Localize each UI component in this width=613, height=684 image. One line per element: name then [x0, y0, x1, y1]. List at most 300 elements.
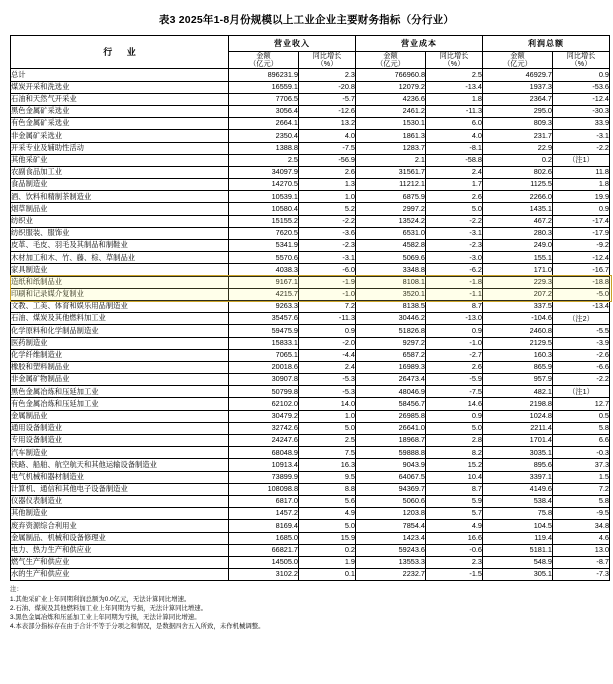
cell-cost: 2.1: [356, 154, 426, 166]
header-industry: 行 业: [11, 36, 229, 69]
cell-profit: 467.2: [483, 215, 553, 227]
cell-cost-yoy: -1.1: [426, 288, 483, 300]
cell-profit: 249.0: [483, 240, 553, 252]
cell-revenue-yoy: -5.3: [299, 374, 356, 386]
cell-profit-yoy: 12.7: [553, 398, 610, 410]
cell-revenue-yoy: 7.2: [299, 300, 356, 312]
table-row: [11, 483, 610, 495]
table-row: [11, 337, 610, 349]
cell-profit: 0.2: [483, 154, 553, 166]
cell-revenue-yoy: -7.5: [299, 142, 356, 154]
cell-revenue: 1457.2: [229, 508, 299, 520]
row-industry-name: 金属制品、机械和设备修理业: [11, 532, 229, 544]
cell-profit: 155.1: [483, 252, 553, 264]
header-profit-yoy: [553, 52, 610, 69]
cell-profit: 229.3: [483, 276, 553, 288]
cell-revenue-yoy: -12.6: [299, 105, 356, 117]
cell-revenue-yoy: 5.0: [299, 422, 356, 434]
row-industry-name: 化学原料和化学制品制造业: [11, 325, 229, 337]
cell-cost: 64067.5: [356, 471, 426, 483]
header-revenue-yoy-l2: （%）: [316, 59, 338, 69]
cell-cost-yoy: -3.1: [426, 227, 483, 239]
cell-cost-yoy: -1.5: [426, 569, 483, 581]
cell-cost-yoy: 2.3: [426, 556, 483, 568]
cell-profit: 22.9: [483, 142, 553, 154]
cell-revenue-yoy: 1.3: [299, 179, 356, 191]
cell-profit: 4149.6: [483, 483, 553, 495]
row-industry-name: 烟草制品业: [11, 203, 229, 215]
cell-profit-yoy: -7.3: [553, 569, 610, 581]
table-row: [11, 532, 610, 544]
table-row: [11, 569, 610, 581]
table-row: [11, 313, 610, 325]
cell-revenue-yoy: -5.3: [299, 386, 356, 398]
cell-profit: 231.7: [483, 130, 553, 142]
cell-cost-yoy: 8.2: [426, 447, 483, 459]
cell-cost: 8138.5: [356, 300, 426, 312]
cell-profit-yoy: -9.5: [553, 508, 610, 520]
table-row: [11, 520, 610, 532]
cell-cost-yoy: 1.7: [426, 179, 483, 191]
cell-profit: 538.4: [483, 495, 553, 507]
cell-revenue-yoy: 4.9: [299, 508, 356, 520]
cell-cost-yoy: -6.2: [426, 264, 483, 276]
row-industry-name: 农副食品加工业: [11, 166, 229, 178]
table-row: [11, 459, 610, 471]
cell-profit-yoy: -3.1: [553, 130, 610, 142]
table-row: [11, 495, 610, 507]
cell-profit-yoy: 11.8: [553, 166, 610, 178]
table-row: [11, 130, 610, 142]
cell-cost: 26473.4: [356, 374, 426, 386]
cell-cost-yoy: -7.5: [426, 386, 483, 398]
row-industry-name: 其他制造业: [11, 508, 229, 520]
header-profit-amount: [483, 52, 553, 69]
cell-revenue-yoy: -2.0: [299, 337, 356, 349]
cell-profit: 1435.1: [483, 203, 553, 215]
cell-revenue: 68048.9: [229, 447, 299, 459]
cell-revenue-yoy: 5.6: [299, 495, 356, 507]
header-group-profit: 利润总额: [483, 36, 610, 52]
cell-revenue-yoy: -1.9: [299, 276, 356, 288]
cell-revenue: 15833.1: [229, 337, 299, 349]
cell-revenue-yoy: -20.8: [299, 81, 356, 93]
row-industry-name: 医药制造业: [11, 337, 229, 349]
cell-profit: 46929.7: [483, 69, 553, 81]
table-row: [11, 81, 610, 93]
cell-cost: 9297.2: [356, 337, 426, 349]
cell-cost-yoy: 5.0: [426, 203, 483, 215]
cell-revenue-yoy: 2.3: [299, 69, 356, 81]
header-cost-yoy-l1: 同比增长: [439, 51, 469, 60]
row-industry-name: 化学纤维制造业: [11, 349, 229, 361]
cell-cost-yoy: 5.7: [426, 508, 483, 520]
cell-profit: 5181.1: [483, 544, 553, 556]
cell-revenue: 32742.6: [229, 422, 299, 434]
cell-cost-yoy: -1.8: [426, 276, 483, 288]
cell-cost: 13553.3: [356, 556, 426, 568]
row-industry-name: 皮革、毛皮、羽毛及其制品和制鞋业: [11, 240, 229, 252]
cell-profit: 802.6: [483, 166, 553, 178]
cell-profit: 865.9: [483, 361, 553, 373]
cell-cost: 30446.2: [356, 313, 426, 325]
cell-profit: 2460.8: [483, 325, 553, 337]
cell-revenue-yoy: -2.3: [299, 240, 356, 252]
row-industry-name: 印刷和记录媒介复制业: [11, 288, 229, 300]
cell-profit: 119.4: [483, 532, 553, 544]
cell-cost-yoy: 2.4: [426, 166, 483, 178]
table-row: [11, 154, 610, 166]
row-industry-name: 纺织服装、服饰业: [11, 227, 229, 239]
cell-cost: 16989.3: [356, 361, 426, 373]
cell-cost-yoy: -2.3: [426, 240, 483, 252]
cell-revenue-yoy: -11.3: [299, 313, 356, 325]
footnote-line: 2.石油、煤炭及其他燃料加工业上年同期为亏损，无法计算同比增速。: [10, 604, 208, 612]
row-industry-name: 非金属矿采选业: [11, 130, 229, 142]
cell-cost-yoy: 6.0: [426, 118, 483, 130]
cell-revenue-yoy: -6.0: [299, 264, 356, 276]
cell-profit-yoy: 6.6: [553, 435, 610, 447]
cell-profit: 957.9: [483, 374, 553, 386]
cell-profit: 1701.4: [483, 435, 553, 447]
cell-revenue: 1388.8: [229, 142, 299, 154]
cell-cost-yoy: 14.6: [426, 398, 483, 410]
cell-revenue: 30479.2: [229, 410, 299, 422]
cell-revenue-yoy: 2.6: [299, 166, 356, 178]
cell-profit: 207.2: [483, 288, 553, 300]
header-profit-amount-l2: （亿元）: [503, 59, 532, 69]
row-industry-name: 有色金属冶炼和压延加工业: [11, 398, 229, 410]
cell-profit-yoy: 5.8: [553, 495, 610, 507]
cell-profit: 2266.0: [483, 191, 553, 203]
cell-profit-yoy: -2.2: [553, 142, 610, 154]
cell-cost: 18968.7: [356, 435, 426, 447]
cell-revenue-yoy: 8.8: [299, 483, 356, 495]
cell-profit: 1125.5: [483, 179, 553, 191]
table-row: [11, 471, 610, 483]
header-profit-yoy-l2: （%）: [570, 59, 592, 69]
cell-cost-yoy: 2.6: [426, 361, 483, 373]
cell-cost: 5069.6: [356, 252, 426, 264]
row-industry-name: 电力、热力生产和供应业: [11, 544, 229, 556]
row-industry-name: 石油、煤炭及其他燃料加工业: [11, 313, 229, 325]
cell-revenue: 7065.1: [229, 349, 299, 361]
table-row: [11, 361, 610, 373]
cell-revenue-yoy: 13.2: [299, 118, 356, 130]
cell-cost: 31561.7: [356, 166, 426, 178]
cell-cost: 3520.1: [356, 288, 426, 300]
cell-profit: 337.5: [483, 300, 553, 312]
cell-profit-yoy: -2.6: [553, 349, 610, 361]
cell-profit: 160.3: [483, 349, 553, 361]
row-industry-name: 家具制造业: [11, 264, 229, 276]
cell-revenue: 7706.5: [229, 93, 299, 105]
cell-cost-yoy: 4.0: [426, 130, 483, 142]
cell-profit: 1024.8: [483, 410, 553, 422]
cell-cost: 1530.1: [356, 118, 426, 130]
cell-revenue: 62102.0: [229, 398, 299, 410]
cell-cost-yoy: 0.9: [426, 325, 483, 337]
cell-revenue-yoy: 14.0: [299, 398, 356, 410]
cell-revenue: 34097.9: [229, 166, 299, 178]
cell-profit-yoy: -30.3: [553, 105, 610, 117]
cell-profit-yoy: -6.6: [553, 361, 610, 373]
cell-revenue: 9167.1: [229, 276, 299, 288]
table-row: [11, 325, 610, 337]
row-industry-name: 文教、工美、体育和娱乐用品制造业: [11, 300, 229, 312]
cell-cost: 58456.7: [356, 398, 426, 410]
row-industry-name: 金属制品业: [11, 410, 229, 422]
cell-profit-yoy: 19.9: [553, 191, 610, 203]
cell-cost-yoy: 2.5: [426, 69, 483, 81]
row-industry-name: 非金属矿物制品业: [11, 374, 229, 386]
header-cost-yoy-l2: （%）: [443, 59, 465, 69]
cell-cost-yoy: -13.4: [426, 81, 483, 93]
cell-cost-yoy: 16.6: [426, 532, 483, 544]
table-row: [11, 118, 610, 130]
cell-profit: 548.9: [483, 556, 553, 568]
row-industry-name: 通用设备制造业: [11, 422, 229, 434]
cell-cost-yoy: 15.2: [426, 459, 483, 471]
cell-profit-yoy: -5.0: [553, 288, 610, 300]
table-row: [11, 544, 610, 556]
cell-revenue: 14505.0: [229, 556, 299, 568]
cell-revenue: 10539.1: [229, 191, 299, 203]
cell-revenue-yoy: -5.7: [299, 93, 356, 105]
row-industry-name: 煤炭开采和洗选业: [11, 81, 229, 93]
header-group-revenue: 营业收入: [229, 36, 356, 52]
cell-revenue: 9263.3: [229, 300, 299, 312]
cell-profit-yoy: -3.9: [553, 337, 610, 349]
cell-revenue-yoy: 15.9: [299, 532, 356, 544]
header-cost-amount-l2: （亿元）: [376, 59, 405, 69]
table-row: [11, 191, 610, 203]
cell-revenue-yoy: -56.9: [299, 154, 356, 166]
header-cost-amount-l1: 金额: [383, 51, 398, 60]
header-revenue-yoy-l1: 同比增长: [312, 51, 342, 60]
cell-revenue: 50799.8: [229, 386, 299, 398]
cell-profit: 2364.7: [483, 93, 553, 105]
row-industry-name: 汽车制造业: [11, 447, 229, 459]
cell-revenue: 35457.6: [229, 313, 299, 325]
cell-revenue: 73899.9: [229, 471, 299, 483]
cell-cost-yoy: 2.6: [426, 191, 483, 203]
table-row: [11, 508, 610, 520]
cell-profit-yoy: 34.8: [553, 520, 610, 532]
header-cost-amount: [356, 52, 426, 69]
row-industry-name: 燃气生产和供应业: [11, 556, 229, 568]
cell-cost-yoy: 5.0: [426, 422, 483, 434]
cell-cost-yoy: 5.9: [426, 495, 483, 507]
cell-revenue: 5341.9: [229, 240, 299, 252]
cell-revenue-yoy: 5.2: [299, 203, 356, 215]
cell-cost: 1203.8: [356, 508, 426, 520]
cell-cost-yoy: -58.8: [426, 154, 483, 166]
row-industry-name: 总计: [11, 69, 229, 81]
row-industry-name: 石油和天然气开采业: [11, 93, 229, 105]
row-industry-name: 酒、饮料和精制茶制造业: [11, 191, 229, 203]
cell-profit: 2198.8: [483, 398, 553, 410]
cell-cost: 6531.0: [356, 227, 426, 239]
cell-cost: 9043.9: [356, 459, 426, 471]
cell-revenue-yoy: 1.0: [299, 410, 356, 422]
cell-profit: 3035.1: [483, 447, 553, 459]
header-revenue-yoy: [299, 52, 356, 69]
cell-revenue: 30907.8: [229, 374, 299, 386]
table-row: [11, 349, 610, 361]
cell-cost-yoy: 10.4: [426, 471, 483, 483]
footnote-line: 3.黑色金属冶炼和压延加工业上年同期为亏损，无法计算同比增速。: [10, 614, 201, 622]
header-revenue-amount-l2: （亿元）: [249, 59, 278, 69]
table-row: [11, 179, 610, 191]
cell-revenue: 896231.9: [229, 69, 299, 81]
cell-revenue: 2.5: [229, 154, 299, 166]
cell-profit-yoy: -8.7: [553, 556, 610, 568]
financial-indicators-table: [10, 35, 610, 581]
cell-profit-yoy: -0.3: [553, 447, 610, 459]
cell-cost: 2232.7: [356, 569, 426, 581]
cell-revenue-yoy: 0.2: [299, 544, 356, 556]
cell-profit: 809.3: [483, 118, 553, 130]
cell-profit-yoy: -12.4: [553, 93, 610, 105]
cell-profit-yoy: -2.2: [553, 374, 610, 386]
cell-revenue-yoy: 0.9: [299, 325, 356, 337]
header-group-cost: 营业成本: [356, 36, 483, 52]
cell-cost-yoy: -8.1: [426, 142, 483, 154]
cell-revenue: 10580.4: [229, 203, 299, 215]
row-industry-name: 铁路、船舶、航空航天和其他运输设备制造业: [11, 459, 229, 471]
table-row: [11, 410, 610, 422]
cell-profit-yoy: -17.9: [553, 227, 610, 239]
cell-profit-yoy: 7.2: [553, 483, 610, 495]
footnote-line: 注：: [10, 586, 23, 594]
cell-revenue: 108098.8: [229, 483, 299, 495]
table-row: [11, 105, 610, 117]
cell-revenue-yoy: -1.0: [299, 288, 356, 300]
cell-revenue-yoy: 5.0: [299, 520, 356, 532]
table-row: [11, 300, 610, 312]
cell-cost: 3348.8: [356, 264, 426, 276]
cell-revenue: 2350.4: [229, 130, 299, 142]
cell-cost: 1283.7: [356, 142, 426, 154]
cell-cost: 1861.3: [356, 130, 426, 142]
header-profit-yoy-l1: 同比增长: [566, 51, 596, 60]
cell-revenue-yoy: 1.0: [299, 191, 356, 203]
cell-profit: 305.1: [483, 569, 553, 581]
cell-cost-yoy: -0.6: [426, 544, 483, 556]
cell-profit-yoy: 0.9: [553, 203, 610, 215]
row-industry-name: 黑色金属矿采选业: [11, 105, 229, 117]
table-row: [11, 276, 610, 288]
cell-revenue: 2664.1: [229, 118, 299, 130]
cell-profit-yoy: （注1）: [553, 386, 610, 398]
table-row: [11, 386, 610, 398]
cell-cost: 7854.4: [356, 520, 426, 532]
row-industry-name: 计算机、通信和其他电子设备制造业: [11, 483, 229, 495]
cell-profit-yoy: -13.4: [553, 300, 610, 312]
cell-profit-yoy: -16.7: [553, 264, 610, 276]
cell-cost-yoy: 2.8: [426, 435, 483, 447]
table-row: [11, 215, 610, 227]
cell-cost: 5060.6: [356, 495, 426, 507]
table-row: [11, 227, 610, 239]
cell-revenue: 4038.3: [229, 264, 299, 276]
header-cost-yoy: [426, 52, 483, 69]
cell-revenue-yoy: -4.4: [299, 349, 356, 361]
cell-profit: 2129.5: [483, 337, 553, 349]
cell-profit-yoy: 37.3: [553, 459, 610, 471]
cell-revenue-yoy: -2.2: [299, 215, 356, 227]
row-industry-name: 黑色金属冶炼和压延加工业: [11, 386, 229, 398]
cell-revenue: 6817.0: [229, 495, 299, 507]
cell-cost: 26641.0: [356, 422, 426, 434]
cell-profit-yoy: 13.0: [553, 544, 610, 556]
cell-profit: 895.6: [483, 459, 553, 471]
table-row: [11, 93, 610, 105]
table-row: [11, 447, 610, 459]
cell-profit: 482.1: [483, 386, 553, 398]
cell-cost-yoy: -13.0: [426, 313, 483, 325]
row-industry-name: 电气机械和器材制造业: [11, 471, 229, 483]
cell-revenue: 14270.5: [229, 179, 299, 191]
cell-cost-yoy: -2.2: [426, 215, 483, 227]
row-industry-name: 水的生产和供应业: [11, 569, 229, 581]
cell-cost: 59243.6: [356, 544, 426, 556]
header-revenue-amount-l1: 金额: [256, 51, 271, 60]
cell-cost: 11212.1: [356, 179, 426, 191]
row-industry-name: 食品制造业: [11, 179, 229, 191]
cell-cost: 2997.2: [356, 203, 426, 215]
row-industry-name: 造纸和纸制品业: [11, 276, 229, 288]
cell-profit: -104.6: [483, 313, 553, 325]
cell-cost-yoy: -5.9: [426, 374, 483, 386]
cell-revenue-yoy: 16.3: [299, 459, 356, 471]
cell-cost: 4236.6: [356, 93, 426, 105]
cell-cost-yoy: 1.8: [426, 93, 483, 105]
cell-profit: 2211.4: [483, 422, 553, 434]
table-body: [11, 69, 610, 581]
cell-revenue: 16559.1: [229, 81, 299, 93]
cell-profit: 171.0: [483, 264, 553, 276]
row-industry-name: 橡胶和塑料制品业: [11, 361, 229, 373]
cell-profit-yoy: -12.4: [553, 252, 610, 264]
cell-cost: 2461.2: [356, 105, 426, 117]
cell-profit-yoy: -9.2: [553, 240, 610, 252]
cell-revenue: 7620.5: [229, 227, 299, 239]
cell-cost-yoy: -1.0: [426, 337, 483, 349]
table-row: [11, 240, 610, 252]
cell-profit-yoy: -17.4: [553, 215, 610, 227]
cell-cost-yoy: -3.0: [426, 252, 483, 264]
cell-profit-yoy: 1.8: [553, 179, 610, 191]
table-row: [11, 252, 610, 264]
cell-profit-yoy: 0.5: [553, 410, 610, 422]
header-revenue-amount: [229, 52, 299, 69]
cell-cost-yoy: 8.7: [426, 483, 483, 495]
cell-revenue-yoy: 9.5: [299, 471, 356, 483]
cell-revenue: 20018.6: [229, 361, 299, 373]
table-row: [11, 264, 610, 276]
cell-revenue-yoy: 2.4: [299, 361, 356, 373]
cell-revenue: 4215.7: [229, 288, 299, 300]
row-industry-name: 开采专业及辅助性活动: [11, 142, 229, 154]
cell-cost: 6875.9: [356, 191, 426, 203]
cell-revenue: 15155.2: [229, 215, 299, 227]
cell-revenue: 59475.9: [229, 325, 299, 337]
cell-cost: 766960.8: [356, 69, 426, 81]
cell-cost: 48046.9: [356, 386, 426, 398]
table-row: [11, 398, 610, 410]
